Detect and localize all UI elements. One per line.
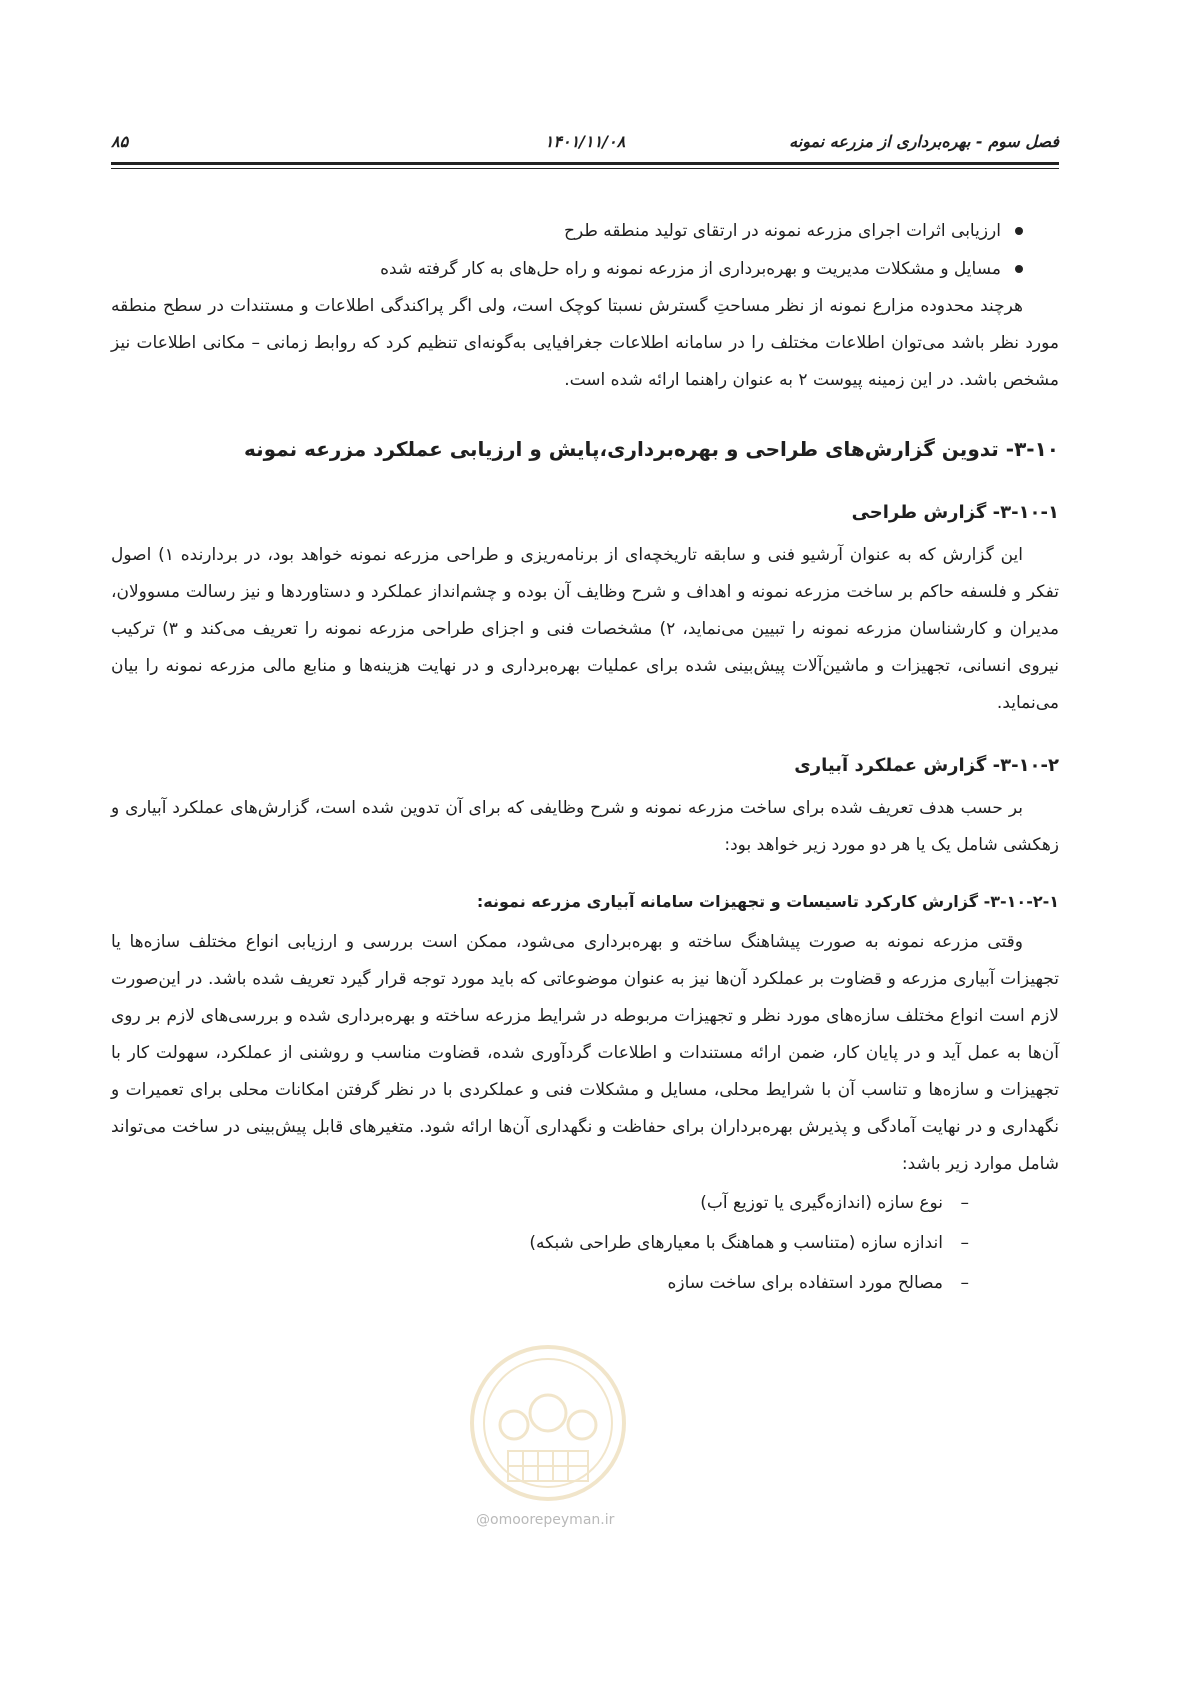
bullet-list <box>111 212 1059 288</box>
design-report-paragraph: این گزارش که به عنوان آرشیو فنی و سابقه تاریخچه‌ای از برنامه‌ریزی و طراحی مزرعه نمونه خواهد بود، در بردارنده ۱) اصول تفکر و فلسفه حاکم بر ساخت مزرعه نمونه و اهداف و شرح وظایف آن بوده و چشم‌انداز عملکرد و دستاوردها و نیز رسالت مسوولان، مدیران و کارشناسان مزرعه نمونه را تبیین می‌نماید، ۲) مشخصات فنی و اجزای طراحی مزرعه نمونه را تعریف می‌کند و ۳) ترکیب نیروی انسانی، تجهیزات و ماشین‌آلات پیش‌بینی شده برای عملیات بهره‌برداری و در نهایت هزینه‌ها و منابع مالی مزرعه نمونه را بیان می‌نماید. <box>111 545 1059 713</box>
list-item <box>111 1223 969 1263</box>
page-content <box>111 212 1059 1303</box>
header-rule-thick <box>111 162 1059 165</box>
bullet-text: ارزیابی اثرات اجرای مزرعه نمونه در ارتقای تولید منطقه طرح <box>564 221 1001 241</box>
variables-list <box>111 1183 1059 1303</box>
irrigation-report-paragraph: بر حسب هدف تعریف شده برای ساخت مزرعه نمونه و شرح وظایفی که برای آن تدوین شده است، گزارش‌های عملکرد آبیاری و زهکشی شامل یک یا هر دو مورد زیر خواهد بود: <box>111 798 1059 855</box>
watermark-logo <box>468 1343 628 1503</box>
subsection-heading-design-report: ۳-۱۰-۱- گزارش طراحی <box>851 502 1059 523</box>
subsubsection-heading-facilities-report: ۳-۱۰-۲-۱- گزارش کارکرد تاسیسات و تجهیزات سامانه آبیاری مزرعه نمونه: <box>476 892 1059 911</box>
dash-marker: – <box>960 1273 969 1293</box>
page-number: ۸۵ <box>111 132 129 151</box>
facilities-report-paragraph: وقتی مزرعه نمونه به صورت پیشاهنگ ساخته و بهره‌برداری می‌شود، ممکن است بررسی و ارزیابی انواع مختلف سازه‌ها یا تجهیزات آبیاری مزرعه و قضاوت بر عملکرد آن‌ها نیز به عنوان موضوعاتی که باید مورد توجه قرار گیرد تعریف شده باشد. در این‌صورت لازم است انواع مختلف سازه‌های مورد نظر و تجهیزات مربوطه در شرایط مزرعه ساخته و بهره‌برداری شده و بررسی‌های لازم بر روی آن‌ها به عمل آید و در پایان کار، ضمن ارائه مستندات و اطلاعات گردآوری شده، قضاوت مناسب و روشنی از عملکرد، سهولت کار با تجهیزات و سازه‌ها و تناسب آن با شرایط محلی، مسایل و مشکلات فنی و عملکردی با در نظر گرفتن امکانات محلی برای تعمیرات و نگهداری و در نهایت آمادگی و پذیرش بهره‌برداران برای حفاظت و نگهداری آن‌ها ارائه شود. متغیرهای قابل پیش‌بینی در ساخت می‌تواند شامل موارد زیر باشد: <box>111 932 1059 1174</box>
list-item <box>111 1183 969 1223</box>
watermark-url: @omoorepeyman.ir <box>476 1512 615 1528</box>
subsection-heading-irrigation-report: ۳-۱۰-۲- گزارش عملکرد آبیاری <box>794 755 1059 776</box>
section-heading: ۳-۱۰- تدوین گزارش‌های طراحی و بهره‌برداری،پایش و ارزیابی عملکرد مزرعه نمونه <box>244 437 1059 461</box>
bullet-icon <box>1015 265 1023 273</box>
list-item-text: نوع سازه (اندازه‌گیری یا توزیع آب) <box>700 1193 943 1213</box>
bullet-icon <box>1015 227 1023 235</box>
bullet-text: مسایل و مشکلات مدیریت و بهره‌برداری از مزرعه نمونه و راه حل‌های به کار گرفته شده <box>380 259 1001 279</box>
chapter-title: فصل سوم - بهره‌برداری از مزرعه نمونه <box>789 132 1059 151</box>
intro-paragraph: هرچند محدوده مزارع نمونه از نظر مساحتِ گسترش نسبتا کوچک است، ولی اگر پراکندگی اطلاعات و مستندات در سطح منطقه مورد نظر باشد می‌توان اطلاعات مختلف را در سامانه اطلاعات جغرافیایی به‌گونه‌ای تنظیم کرد که روابط زمانی – مکانی اطلاعات نیز مشخص باشد. در این زمینه پیوست ۲ به عنوان راهنما ارائه شده است. <box>111 296 1059 390</box>
page-header <box>111 118 1059 158</box>
list-item-text: اندازه سازه (متناسب و هماهنگ با معیارهای طراحی شبکه) <box>529 1233 943 1253</box>
dash-marker: – <box>960 1233 969 1253</box>
list-item <box>111 212 1023 250</box>
list-item <box>111 1263 969 1303</box>
list-item <box>111 250 1023 288</box>
dash-marker: – <box>960 1193 969 1213</box>
header-date: ۱۴۰۱/۱۱/۰۸ <box>544 132 626 151</box>
list-item-text: مصالح مورد استفاده برای ساخت سازه <box>667 1273 943 1293</box>
header-rule-thin <box>111 168 1059 169</box>
